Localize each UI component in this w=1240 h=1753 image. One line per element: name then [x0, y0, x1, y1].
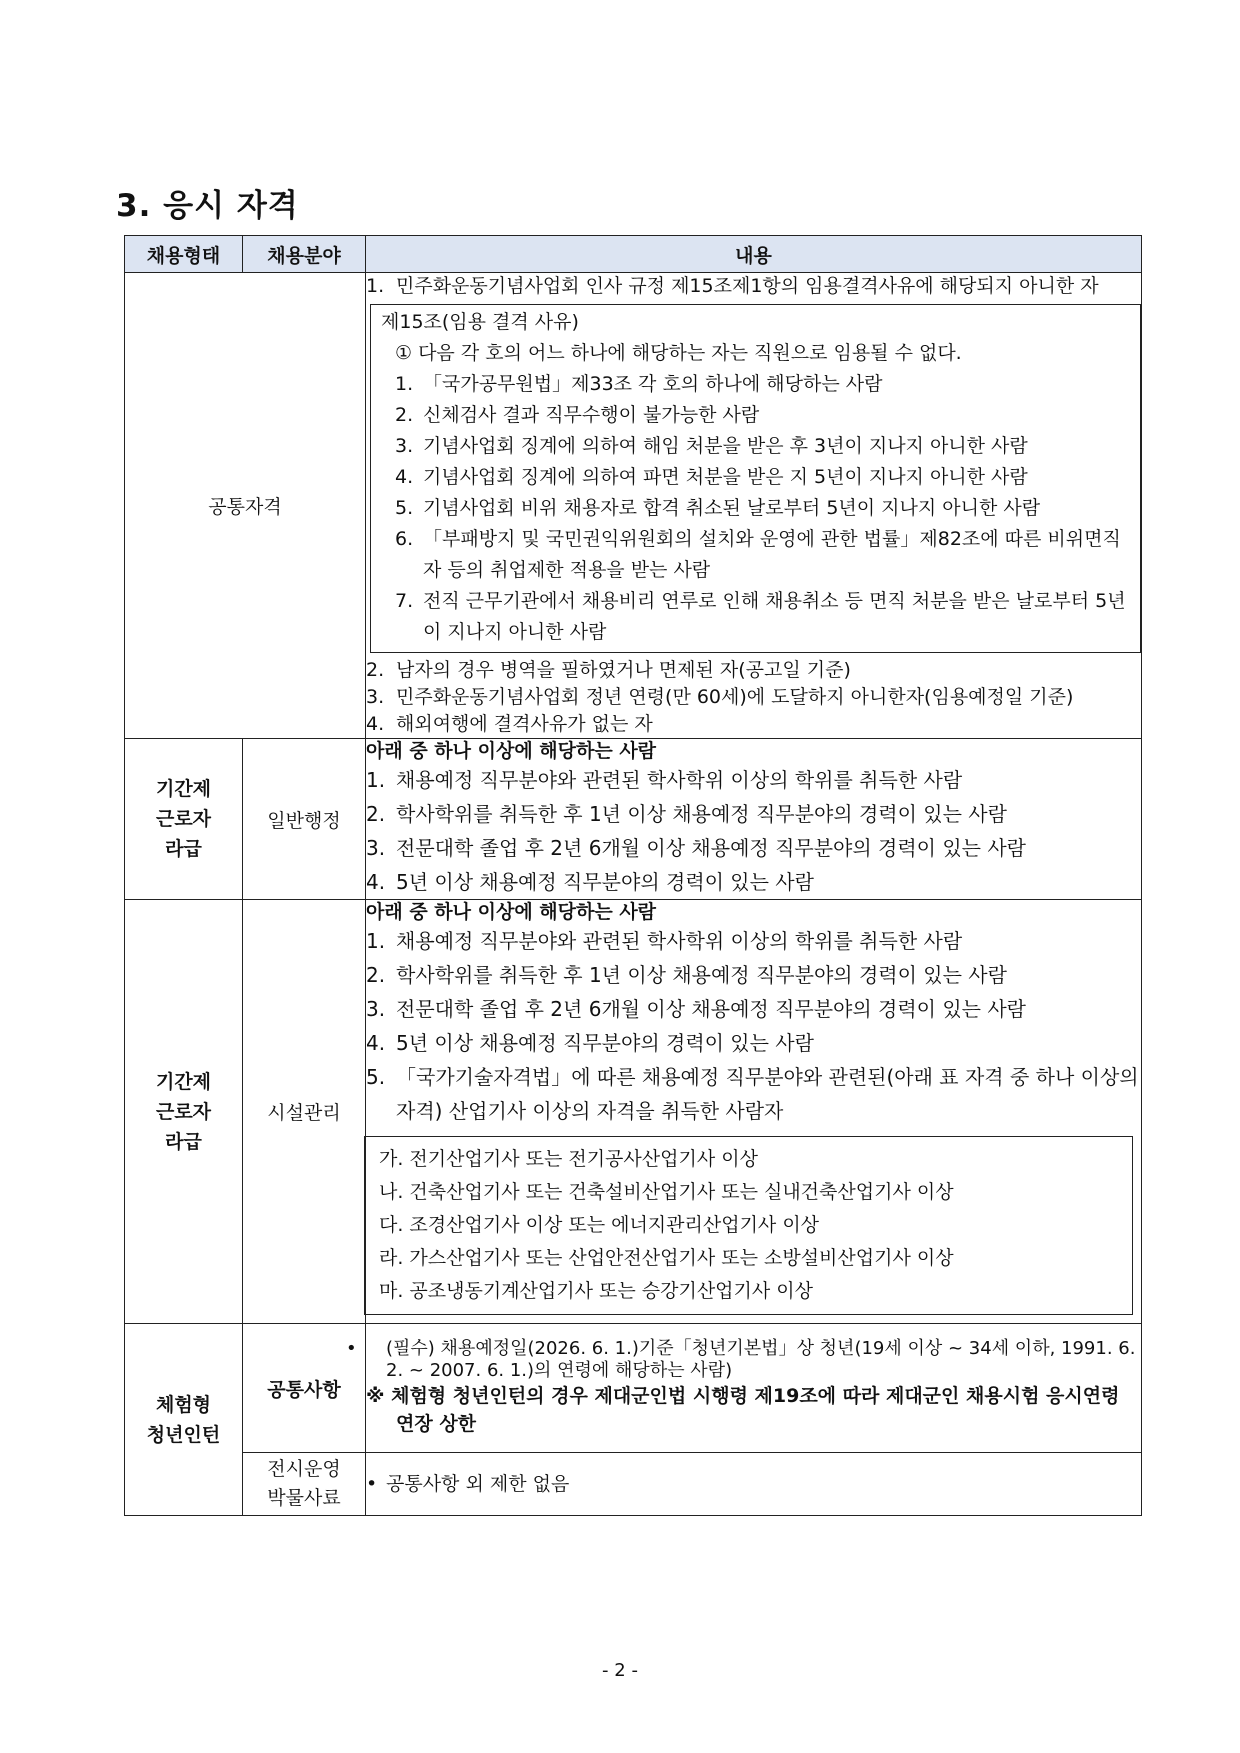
- field-intern-common: 공통사항: [243, 1324, 366, 1453]
- general-admin-row: [125, 739, 1142, 900]
- article-item: 5. 기념사업회 비위 채용자로 합격 취소된 날로부터 5년이 지나지 아니한 사람: [395, 497, 1041, 519]
- facility-row: [125, 900, 1142, 1324]
- list-item: 4. 5년 이상 채용예정 직무분야의 경력이 있는 사람: [366, 1031, 814, 1055]
- page-number: - 2 -: [602, 1660, 638, 1681]
- article-item: 6. 「부패방지 및 국민권익위원회의 설치와 운영에 관한 법률」제82조에 따른 비위면직자 등의 취업제한 적용을 받는 사람: [395, 528, 1121, 581]
- list-item: 5. 「국가기술자격법」에 따른 채용예정 직무분야와 관련된(아래 표 자격 중 하나 이상의 자격) 산업기사 이상의 자격을 취득한 사람자: [366, 1065, 1139, 1123]
- license-item: 다. 조경산업기사 이상 또는 에너지관리산업기사 이상: [379, 1214, 820, 1236]
- list-item: 1. 채용예정 직무분야와 관련된 학사학위 이상의 학위를 취득한 사람: [366, 929, 963, 953]
- article-item: 3. 기념사업회 징계에 의하여 해임 처분을 받은 후 3년이 지나지 아니한 사람: [395, 435, 1028, 457]
- license-item: 가. 전기산업기사 또는 전기공사산업기사 이상: [379, 1148, 758, 1170]
- list-item: 3. 전문대학 졸업 후 2년 6개월 이상 채용예정 직무분야의 경력이 있는 사람: [366, 836, 1026, 860]
- common-content: [366, 273, 1142, 739]
- intern-common-row: [125, 1324, 1142, 1453]
- article-intro: ① 다음 각 호의 어느 하나에 해당하는 자는 직원으로 임용될 수 없다.: [395, 342, 962, 364]
- employment-type-cell: 기간제 근로자 라급: [125, 900, 243, 1324]
- list-item: 3. 전문대학 졸업 후 2년 6개월 이상 채용예정 직무분야의 경력이 있는 사람: [366, 997, 1026, 1021]
- list-item: 3. 민주화운동기념사업회 정년 연령(만 60세)에 도달하지 아니한자(임용예정일 기준): [366, 686, 1074, 708]
- page-title: 3. 응시 자격: [116, 188, 299, 224]
- criteria-heading: 아래 중 하나 이상에 해당하는 사람: [366, 901, 657, 923]
- article-title: 제15조(임용 결격 사유): [381, 311, 579, 333]
- note: ※ 체험형 청년인턴의 경우 제대군인법 시행령 제19조에 따라 제대군인 채용시험 응시연령 연장 상한: [366, 1385, 1120, 1435]
- intern-common-content: [346, 1324, 1142, 1453]
- license-item: 라. 가스산업기사 또는 산업안전산업기사 또는 소방설비산업기사 이상: [379, 1247, 954, 1269]
- license-item: 마. 공조냉동기계산업기사 또는 승강기산업기사 이상: [379, 1280, 813, 1302]
- list-item: 1. 채용예정 직무분야와 관련된 학사학위 이상의 학위를 취득한 사람: [366, 768, 963, 792]
- list-item: • 공통사항 외 제한 없음: [366, 1472, 570, 1495]
- criteria-heading: 아래 중 하나 이상에 해당하는 사람: [366, 740, 657, 762]
- list-item: • (필수) 채용예정일(2026. 6. 1.)기준「청년기본법」상 청년(19세 이상 ~ 34세 이하, 1991. 6. 2. ~ 2007. 6. 1.)의 연령에 해당하는 사람): [346, 1338, 1136, 1381]
- header-type: 채용형태: [125, 236, 243, 273]
- intern-museum-row: [125, 1453, 1142, 1516]
- header-content: 내용: [366, 236, 1142, 273]
- employment-type-cell: 기간제 근로자 라급: [125, 739, 243, 900]
- table-header-row: [125, 236, 1142, 273]
- facility-content: [366, 900, 1142, 1324]
- field-museum: 전시운영 박물사료: [243, 1453, 366, 1516]
- field-general-admin: 일반행정: [243, 739, 366, 900]
- article-item: 1. 「국가공무원법」제33조 각 호의 하나에 해당하는 사람: [395, 373, 883, 395]
- license-item: 나. 건축산업기사 또는 건축설비산업기사 또는 실내건축산업기사 이상: [379, 1181, 954, 1203]
- article-item: 2. 신체검사 결과 직무수행이 불가능한 사람: [395, 404, 760, 426]
- list-item: 2. 학사학위를 취득한 후 1년 이상 채용예정 직무분야의 경력이 있는 사람: [366, 963, 1007, 987]
- list-item: 1. 민주화운동기념사업회 인사 규정 제15조제1항의 임용결격사유에 해당되지 아니한 자: [366, 275, 1099, 297]
- list-item: 4. 해외여행에 결격사유가 없는 자: [366, 713, 653, 735]
- intern-museum-content: [366, 1453, 1142, 1516]
- list-item: 2. 학사학위를 취득한 후 1년 이상 채용예정 직무분야의 경력이 있는 사람: [366, 802, 1007, 826]
- header-field: 채용분야: [243, 236, 366, 273]
- common-row: [125, 273, 1142, 739]
- qualification-table: [124, 235, 1142, 1516]
- list-item: 2. 남자의 경우 병역을 필하였거나 면제된 자(공고일 기준): [366, 659, 851, 681]
- list-item: 4. 5년 이상 채용예정 직무분야의 경력이 있는 사람: [366, 870, 814, 894]
- article-item: 7. 전직 근무기관에서 채용비리 연루로 인해 채용취소 등 면직 처분을 받은 날로부터 5년이 지나지 아니한 사람: [395, 590, 1126, 643]
- article-item: 4. 기념사업회 징계에 의하여 파면 처분을 받은 지 5년이 지나지 아니한 사람: [395, 466, 1028, 488]
- general-admin-content: [366, 739, 1142, 900]
- license-box: [364, 1136, 1133, 1315]
- article-15-box: [370, 304, 1141, 653]
- employment-type-cell: 체험형 청년인턴: [125, 1324, 243, 1516]
- field-facility: 시설관리: [243, 900, 366, 1324]
- common-label: 공통자격: [125, 273, 366, 739]
